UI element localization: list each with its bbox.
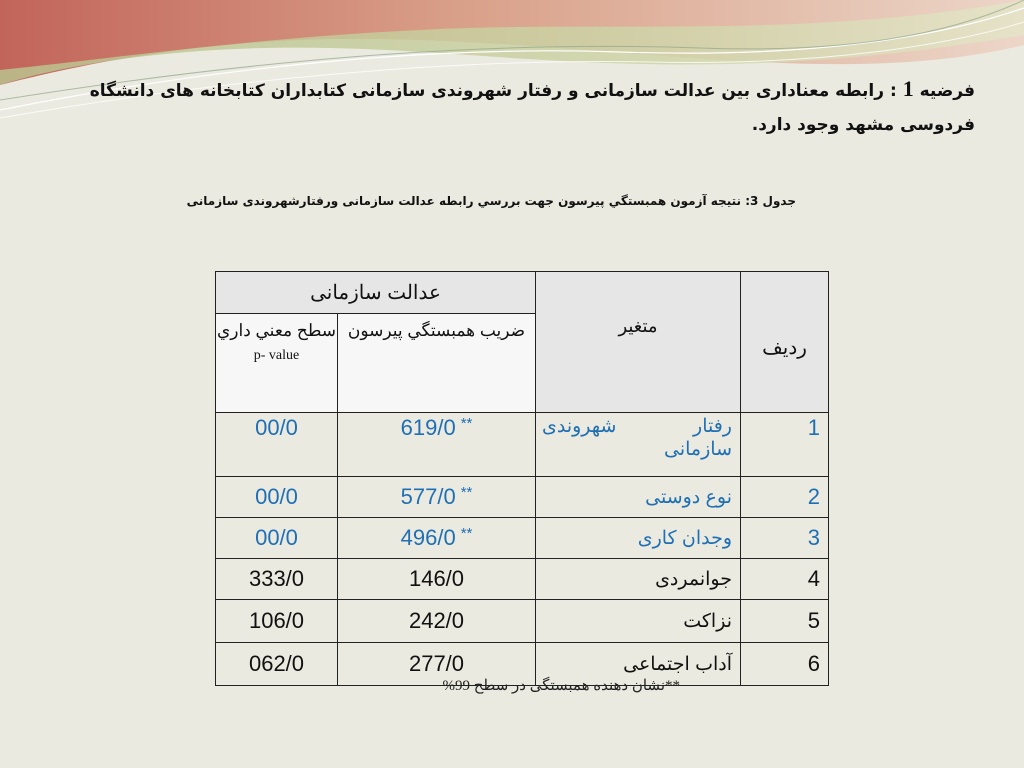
row-variable-word: شهروندی <box>542 416 617 437</box>
row-pvalue: 333/0 <box>216 559 338 600</box>
row-number: 2 <box>741 477 829 518</box>
header-significance-label: سطح معني داري <box>216 321 337 340</box>
table-row <box>216 413 829 477</box>
row-coefficient <box>338 518 536 559</box>
row-pvalue: 00/0 <box>216 413 338 477</box>
row-variable-word: رفتار <box>693 416 732 437</box>
row-variable: نزاکت <box>536 600 741 643</box>
table-row <box>216 518 829 559</box>
header-variable: متغير <box>536 272 741 413</box>
row-pvalue: 00/0 <box>216 477 338 518</box>
significance-stars: ** <box>460 484 473 501</box>
significance-stars: ** <box>460 415 473 432</box>
correlation-table <box>215 271 829 686</box>
table-row <box>216 600 829 643</box>
table-row <box>216 559 829 600</box>
row-variable: وجدان کاری <box>536 518 741 559</box>
header-row-number: رديف <box>741 272 829 413</box>
row-pvalue: 00/0 <box>216 518 338 559</box>
hypothesis-prefix: فرضیه <box>919 81 975 101</box>
hypothesis-number: 1 <box>902 76 914 101</box>
row-coefficient-value: 577/0 <box>400 484 456 509</box>
header-organizational-justice: عدالت سازمانی <box>216 272 536 314</box>
row-variable: نوع دوستی <box>536 477 741 518</box>
header-pearson-coefficient: ضريب همبستگي پيرسون <box>338 314 536 413</box>
header-significance <box>216 314 338 413</box>
row-number: 1 <box>741 413 829 477</box>
table-caption: جدول 3: نتيجه آزمون همبستگي پيرسون جهت بررسي رابطه عدالت سازمانی ورفتارشهروندی سازمانی <box>186 194 796 208</box>
table-row <box>216 477 829 518</box>
row-variable: آداب اجتماعی <box>536 643 741 686</box>
row-coefficient: 242/0 <box>338 600 536 643</box>
hypothesis-paragraph <box>40 72 975 142</box>
row-number: 3 <box>741 518 829 559</box>
table-footnote: **نشان دهنده همبستگی در سطح 99% <box>442 678 680 694</box>
row-coefficient: 146/0 <box>338 559 536 600</box>
hypothesis-text: : رابطه معناداری بین عدالت سازمانی و رفتار شهروندی سازمانی کتابداران کتابخانه های دانشگاه فردوسی مشهد وجود دارد. <box>89 81 975 135</box>
row-number: 6 <box>741 643 829 686</box>
row-number: 4 <box>741 559 829 600</box>
row-variable <box>536 413 741 477</box>
row-coefficient-value: 619/0 <box>400 415 456 440</box>
row-pvalue: 106/0 <box>216 600 338 643</box>
row-coefficient: 277/0 <box>338 643 536 686</box>
row-coefficient <box>338 477 536 518</box>
significance-stars: ** <box>460 525 473 542</box>
header-pvalue-label: p- value <box>253 348 300 363</box>
row-coefficient-value: 496/0 <box>400 525 456 550</box>
row-number: 5 <box>741 600 829 643</box>
row-pvalue: 062/0 <box>216 643 338 686</box>
row-coefficient <box>338 413 536 477</box>
row-variable: جوانمردی <box>536 559 741 600</box>
row-variable-word: سازمانی <box>664 439 732 460</box>
